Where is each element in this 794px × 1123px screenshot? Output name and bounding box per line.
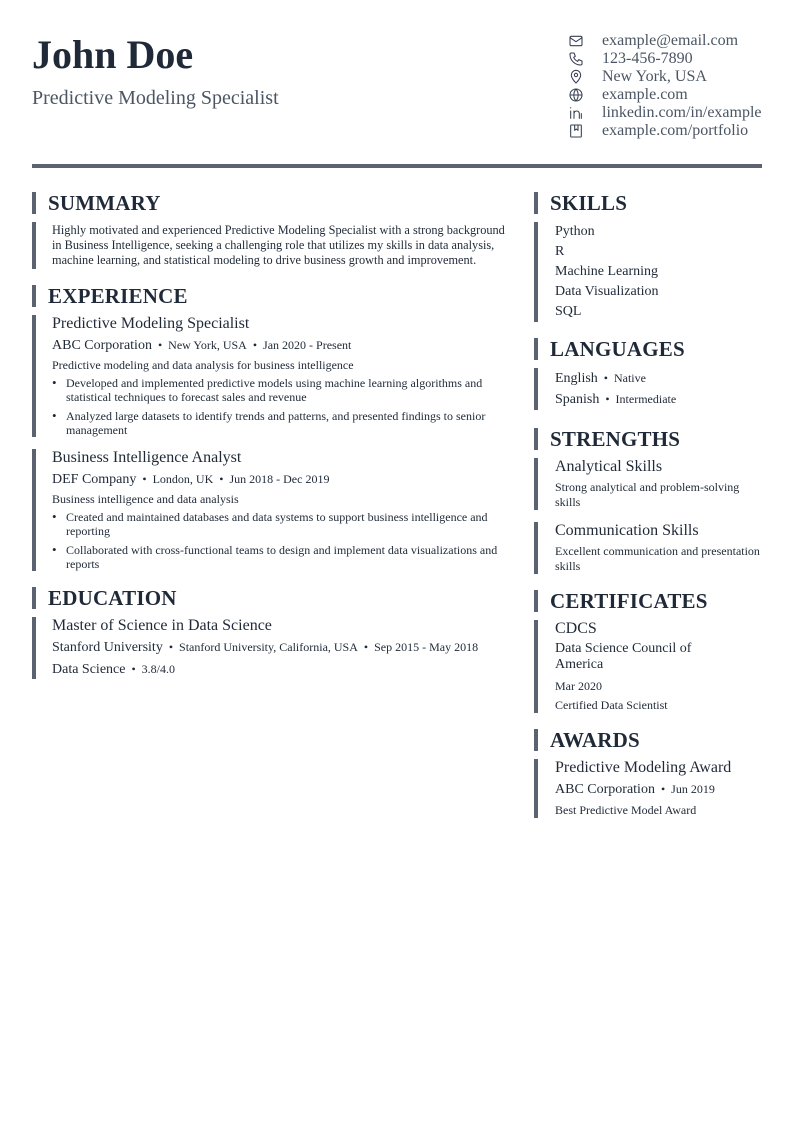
job-bullet: • Collaborated with cross-functional teams to design and implement data visualizations and reports xyxy=(52,543,506,571)
job-title: Business Intelligence Analyst xyxy=(52,449,242,466)
job-bullets xyxy=(52,510,506,571)
award-date: Jun 2019 xyxy=(671,782,715,796)
education-degree: Master of Science in Data Science xyxy=(52,617,272,634)
candidate-name: John Doe xyxy=(32,32,194,77)
education-item xyxy=(32,617,506,679)
skill-item: Data Visualization xyxy=(555,284,659,299)
education-dates: Sep 2015 - May 2018 xyxy=(374,640,479,654)
education-school: Stanford University xyxy=(52,640,163,655)
linkedin-icon xyxy=(568,104,588,122)
job-company: ABC Corporation xyxy=(52,338,152,353)
job-bullet: • Analyzed large datasets to identify trends and patterns, and presented findings to senior management xyxy=(52,409,506,437)
strengths-heading: STRENGTHS xyxy=(534,428,766,450)
experience-item xyxy=(32,449,506,571)
award-item xyxy=(534,759,766,818)
globe-icon xyxy=(568,86,588,104)
job-description: Predictive modeling and data analysis for business intelligence xyxy=(52,358,354,372)
separator-dot: • xyxy=(603,371,608,385)
contact-website[interactable] xyxy=(568,86,762,104)
language-name: Spanish xyxy=(555,392,600,407)
language-level: Native xyxy=(613,371,646,385)
languages-list xyxy=(534,368,766,410)
left-column xyxy=(32,192,506,679)
separator-dot: • xyxy=(660,782,666,796)
education-heading: EDUCATION xyxy=(32,587,506,609)
skills-heading: SKILLS xyxy=(534,192,766,214)
job-bullet: • Developed and implemented predictive models using machine learning algorithms and statistical techniques to forecast sales and revenue xyxy=(52,376,506,404)
summary-block xyxy=(32,222,506,269)
language-name: English xyxy=(555,371,598,386)
skill-item: R xyxy=(555,244,565,259)
education-location: Stanford University, California, USA xyxy=(179,640,358,654)
separator-dot: • xyxy=(142,472,147,486)
skill-item: Python xyxy=(555,224,595,239)
phone-icon xyxy=(568,50,588,68)
strength-title: Communication Skills xyxy=(555,522,699,539)
experience-heading: EXPERIENCE xyxy=(32,285,506,307)
contact-location xyxy=(568,68,762,86)
education-field: Data Science xyxy=(52,662,126,677)
separator-dot: • xyxy=(157,338,163,352)
contact-linkedin-text: linkedin.com/in/example xyxy=(602,104,762,121)
certificate-date: Mar 2020 xyxy=(555,679,602,693)
job-description: Business intelligence and data analysis xyxy=(52,492,239,506)
language-item xyxy=(555,368,766,389)
experience-item xyxy=(32,315,506,437)
strength-description: Strong analytical and problem-solving skills xyxy=(555,480,740,509)
education-gpa: 3.8/4.0 xyxy=(141,662,176,676)
language-item xyxy=(555,389,766,410)
skill-item: Machine Learning xyxy=(555,264,659,279)
strength-item xyxy=(534,458,766,510)
skill-item: SQL xyxy=(555,304,582,319)
job-bullets xyxy=(52,376,506,437)
contact-phone-text: 123-456-7890 xyxy=(602,50,693,67)
contact-phone[interactable] xyxy=(568,50,762,68)
skills-list xyxy=(534,222,766,322)
contact-list xyxy=(568,32,762,140)
contact-email-text: example@email.com xyxy=(602,32,739,49)
award-org: ABC Corporation xyxy=(555,782,655,797)
certificates-heading: CERTIFICATES xyxy=(534,590,766,612)
summary-text: Highly motivated and experienced Predictive Modeling Specialist with a strong background in Business Intelligence, seeking a challenging role that utilizes my skills in data analysis, machine learning, and statistical modeling to drive business growth and improvement. xyxy=(52,223,505,267)
education-meta xyxy=(52,638,506,657)
contact-website-text: example.com xyxy=(602,86,688,103)
job-title: Predictive Modeling Specialist xyxy=(52,315,250,332)
portfolio-icon xyxy=(568,122,588,140)
contact-email[interactable] xyxy=(568,32,762,50)
separator-dot: • xyxy=(605,392,610,406)
certificate-description: Certified Data Scientist xyxy=(555,698,668,712)
strength-title: Analytical Skills xyxy=(555,458,663,475)
separator-dot: • xyxy=(168,640,174,654)
award-name: Predictive Modeling Award xyxy=(555,759,732,776)
job-dates: Jan 2020 - Present xyxy=(263,338,352,352)
education-field-row xyxy=(52,660,506,679)
contact-portfolio-text: example.com/portfolio xyxy=(602,122,749,139)
job-meta xyxy=(52,336,506,355)
award-description: Best Predictive Model Award xyxy=(555,803,697,817)
job-location: London, UK xyxy=(152,472,214,486)
job-dates: Jun 2018 - Dec 2019 xyxy=(229,472,330,486)
separator-dot: • xyxy=(219,472,224,486)
awards-heading: AWARDS xyxy=(534,729,766,751)
header-divider xyxy=(32,164,762,168)
certificate-name: CDCS xyxy=(555,620,597,637)
contact-portfolio[interactable] xyxy=(568,122,762,140)
award-meta xyxy=(555,781,766,798)
summary-heading: SUMMARY xyxy=(32,192,506,214)
strength-description: Excellent communication and presentation skills xyxy=(555,544,760,573)
email-icon xyxy=(568,32,588,50)
separator-dot: • xyxy=(131,662,136,676)
certificate-item xyxy=(534,620,766,713)
separator-dot: • xyxy=(363,640,369,654)
job-bullet: • Created and maintained databases and data systems to support business intelligence and reporting xyxy=(52,510,506,538)
certificate-org: Data Science Council of America xyxy=(555,641,692,672)
location-icon xyxy=(568,68,588,86)
job-meta xyxy=(52,470,506,489)
contact-location-text: New York, USA xyxy=(602,68,707,85)
candidate-title: Predictive Modeling Specialist xyxy=(32,87,279,109)
strength-item xyxy=(534,522,766,574)
job-location: New York, USA xyxy=(168,338,247,352)
job-company: DEF Company xyxy=(52,472,137,487)
language-level: Intermediate xyxy=(615,392,677,406)
languages-heading: LANGUAGES xyxy=(534,338,766,360)
right-column xyxy=(534,192,766,818)
contact-linkedin[interactable] xyxy=(568,104,762,122)
separator-dot: • xyxy=(252,338,258,352)
